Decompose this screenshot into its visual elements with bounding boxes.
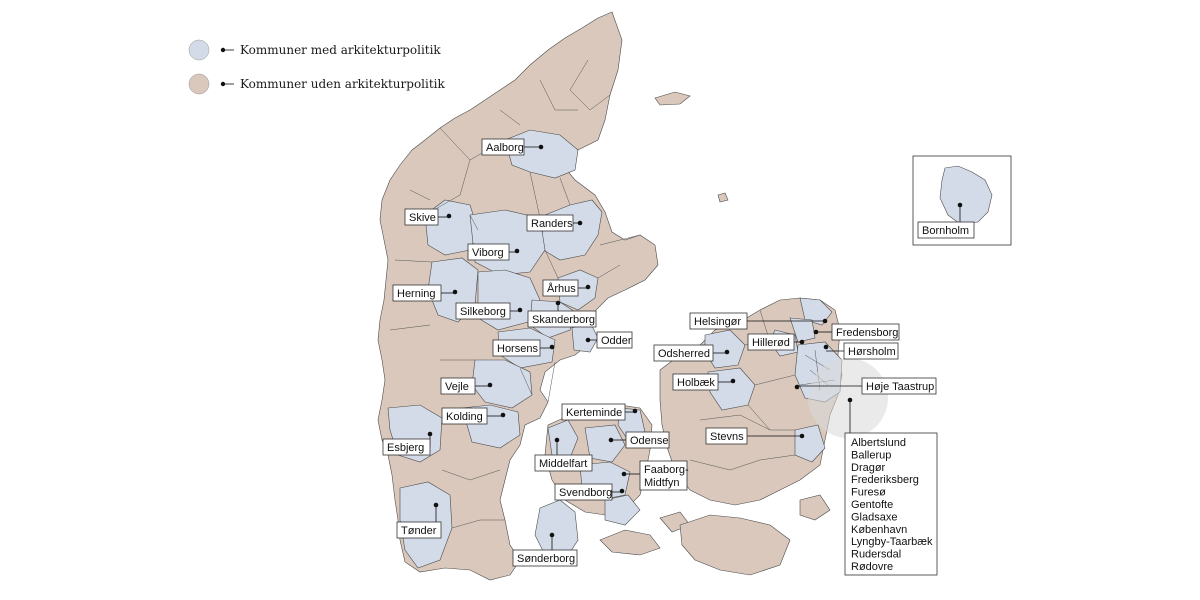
- label-stevns: Stevns: [710, 431, 744, 443]
- label-aarhus: Århus: [547, 283, 576, 295]
- location-dot: [586, 285, 591, 290]
- location-dot: [578, 221, 583, 226]
- label-toender: Tønder: [401, 525, 437, 537]
- island: [600, 530, 660, 555]
- label-aalborg: Aalborg: [486, 142, 524, 154]
- location-dot: [586, 338, 591, 343]
- location-dot: [539, 145, 544, 150]
- label-hoersholm: Hørsholm: [848, 346, 896, 358]
- label-kolding: Kolding: [446, 411, 483, 423]
- copenhagen-list-item: Dragør: [851, 461, 886, 474]
- label-faaborg-line1: Faaborg-: [644, 464, 689, 476]
- copenhagen-list-item: Rudersdal: [851, 548, 902, 561]
- label-faaborg-line2: Midtfyn: [644, 477, 680, 489]
- label-fredensborg: Fredensborg: [836, 327, 899, 339]
- label-herning: Herning: [397, 288, 436, 300]
- label-bornholm: Bornholm: [922, 225, 970, 237]
- label-kerteminde: Kerteminde: [566, 407, 623, 419]
- location-dot: [800, 340, 805, 345]
- label-odense: Odense: [630, 435, 669, 447]
- copenhagen-list-item: Rødovre: [851, 561, 894, 573]
- location-dot: [958, 203, 963, 208]
- location-dot: [428, 432, 433, 437]
- label-helsingoer: Helsingør: [694, 316, 742, 328]
- copenhagen-highlight-circle: [808, 358, 888, 438]
- copenhagen-list-item: Furesø: [851, 486, 886, 499]
- location-dot: [824, 345, 829, 350]
- label-hilleroed: Hillerød: [752, 337, 790, 349]
- location-dot: [609, 438, 614, 443]
- copenhagen-list-item: Albertslund: [851, 437, 907, 449]
- label-soenderborg: Sønderborg: [517, 553, 576, 565]
- location-dot: [800, 434, 805, 439]
- label-horsens: Horsens: [497, 343, 538, 355]
- label-randers: Randers: [531, 218, 573, 230]
- label-viborg: Viborg: [472, 247, 504, 259]
- location-dot: [555, 438, 560, 443]
- copenhagen-list-item: Gladsaxe: [851, 511, 898, 524]
- legend-dot: [221, 82, 225, 86]
- location-dot: [620, 489, 625, 494]
- label-middelfart: Middelfart: [539, 458, 588, 470]
- anholt: [655, 92, 690, 105]
- label-holbaek: Holbæk: [677, 377, 715, 389]
- label-hoeje-taastrup: Høje Taastrup: [866, 381, 935, 393]
- location-dot: [795, 385, 800, 390]
- location-dot: [515, 249, 520, 254]
- label-skanderborg: Skanderborg: [532, 314, 595, 326]
- label-vejle: Vejle: [445, 381, 469, 393]
- label-odder: Odder: [601, 335, 632, 347]
- location-dot: [501, 413, 506, 418]
- location-dot: [453, 290, 458, 295]
- label-esbjerg: Esbjerg: [387, 442, 425, 454]
- location-dot: [550, 533, 555, 538]
- legend-with-policy-label: Kommuner med arkitekturpolitik: [240, 43, 441, 57]
- label-silkeborg: Silkeborg: [460, 306, 506, 318]
- legend-dot: [221, 48, 225, 52]
- moen: [800, 495, 830, 520]
- location-dot: [434, 503, 439, 508]
- location-dot: [848, 398, 853, 403]
- label-odsherred: Odsherred: [658, 348, 710, 360]
- copenhagen-list-item: Lyngby-Taarbæk: [851, 536, 933, 549]
- label-svendborg: Svendborg: [559, 487, 613, 499]
- copenhagen-list-item: Ballerup: [851, 449, 892, 462]
- location-dot: [518, 308, 523, 313]
- legend: [189, 40, 446, 94]
- location-dot: [550, 345, 555, 350]
- copenhagen-list-item: Frederiksberg: [851, 474, 919, 487]
- copenhagen-list-item: København: [851, 523, 908, 536]
- legend-without-policy-label: Kommuner uden arkitekturpolitik: [240, 77, 445, 91]
- location-dot: [725, 350, 730, 355]
- legend-swatch-without-policy: [189, 74, 209, 94]
- copenhagen-list-item: Gentofte: [851, 499, 894, 511]
- label-skive: Skive: [409, 212, 436, 224]
- location-dot: [556, 301, 561, 306]
- island: [718, 193, 728, 202]
- legend-swatch-with-policy: [189, 40, 209, 60]
- location-dot: [633, 409, 638, 414]
- location-dot: [823, 319, 828, 324]
- location-dot: [731, 379, 736, 384]
- location-dot: [488, 383, 493, 388]
- location-dot: [447, 214, 452, 219]
- location-dot: [622, 472, 627, 477]
- lolland-falster: [680, 515, 790, 575]
- location-dot: [814, 330, 819, 335]
